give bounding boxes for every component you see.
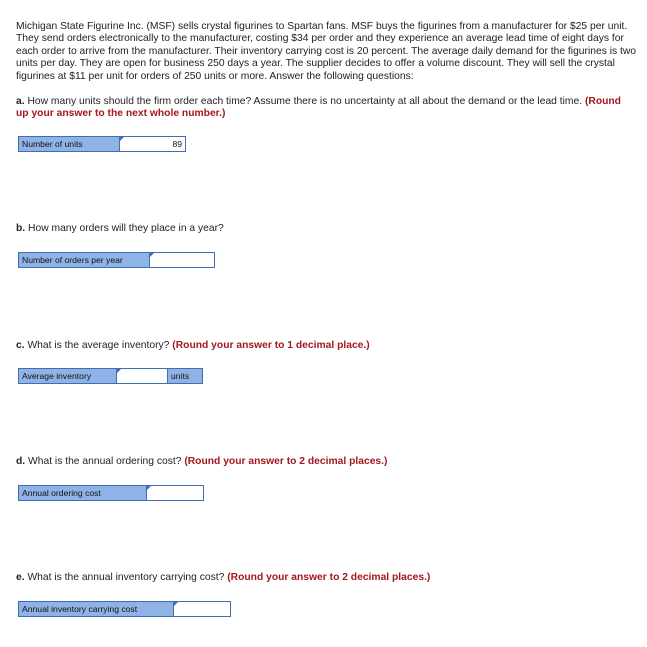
- problem-statement: Michigan State Figurine Inc. (MSF) sells crystal figurines to Spartan fans. MSF buys the figurines from a manufacturer for $25 per unit. They send orders electronically to the manufacturer, costing $34 per order and they experience an average lead time of eight days for each order to arrive from the manufacturer. Their inventory carrying cost is 20 percent. The average daily demand for the figurines is two units per day. They are open for business 250 days a year. The supplier decides to offer a volume discount. They will sell the crystal figurines at $11 per unit for orders of 250 units or more. Answer the following questions:: [16, 21, 637, 82]
- orders-per-year-input[interactable]: [150, 253, 214, 267]
- question-letter: e.: [16, 572, 25, 583]
- annual-ordering-cost-input[interactable]: [147, 486, 203, 500]
- answer-label: Annual ordering cost: [19, 486, 147, 500]
- question-text: How many orders will they place in a year?: [28, 223, 224, 234]
- question-letter: a.: [16, 96, 25, 107]
- question-letter: c.: [16, 340, 25, 351]
- answer-label: Number of units: [19, 137, 120, 151]
- rounding-hint: (Round up your answer to the next whole number.): [16, 96, 621, 120]
- question-a: [16, 96, 632, 121]
- question-d: [16, 456, 387, 468]
- answer-label: Average inventory: [19, 369, 117, 383]
- question-text: What is the annual ordering cost?: [28, 456, 182, 467]
- answer-row-e: [18, 601, 231, 617]
- rounding-hint: (Round your answer to 2 decimal places.): [184, 456, 388, 467]
- answer-row-d: [18, 485, 204, 501]
- annual-carrying-cost-input[interactable]: [174, 602, 230, 616]
- average-inventory-input[interactable]: [117, 369, 167, 383]
- answer-row-c: [18, 368, 203, 384]
- question-c: [16, 340, 370, 352]
- answer-row-a: [18, 136, 186, 152]
- rounding-hint: (Round your answer to 2 decimal places.): [227, 572, 431, 583]
- answer-label: Number of orders per year: [19, 253, 150, 267]
- unit-label: units: [167, 369, 202, 383]
- question-text: What is the annual inventory carrying cost?: [27, 572, 225, 583]
- number-of-units-input[interactable]: 89: [120, 137, 185, 151]
- question-text: What is the average inventory?: [27, 340, 170, 351]
- question-e: [16, 572, 430, 584]
- question-b: [16, 223, 224, 235]
- question-text: How many units should the firm order each time? Assume there is no uncertainty at all about the demand or the lead time.: [27, 96, 583, 107]
- question-letter: d.: [16, 456, 26, 467]
- rounding-hint: (Round your answer to 1 decimal place.): [172, 340, 370, 351]
- answer-label: Annual inventory carrying cost: [19, 602, 174, 616]
- question-letter: b.: [16, 223, 26, 234]
- answer-row-b: [18, 252, 215, 268]
